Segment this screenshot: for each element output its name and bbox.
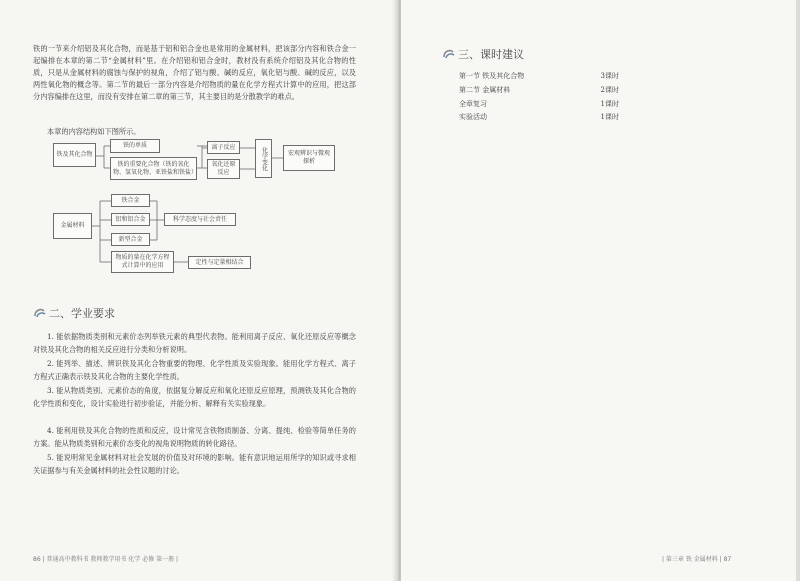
requirement-item: 4. 能利用铁及其化合物的性质和反应，设计常见含铁物质制备、分离、提纯、检验等简单任务的方案。能从物质类别和元素价态变化的视角说明物质的转化路径。 bbox=[33, 426, 356, 448]
requirement-item: 3. 能从物质类别、元素价态的角度，依据复分解反应和氧化还原反应原理，预测铁及其化合物的化学性质和变化，设计实验进行初步验证，并能分析、解释有关实验现象。 bbox=[33, 386, 356, 408]
page-edge bbox=[796, 0, 800, 581]
schedule-row bbox=[459, 112, 619, 124]
schedule-item-hours: 2课时 bbox=[600, 86, 619, 94]
node-new-alloy: 新型合金 bbox=[111, 233, 150, 246]
node-ionic-reaction: 离子反应 bbox=[207, 141, 240, 154]
node-redox-reaction: 氧化还原反应 bbox=[207, 159, 240, 179]
section-title-class-hours: 三、课时建议 bbox=[458, 48, 524, 61]
left-page bbox=[0, 0, 397, 581]
page-footer-left: 86 | 普通高中教科书 教师教学用书 化学 必修 第一册 | bbox=[33, 556, 179, 563]
section-swirl-icon bbox=[33, 307, 46, 318]
schedule-row bbox=[459, 99, 619, 111]
schedule-item-hours: 1课时 bbox=[600, 100, 619, 108]
node-science-society: 科学态度与社会责任 bbox=[164, 213, 236, 226]
node-macro-micro: 宏观辨识与微观探析 bbox=[283, 145, 335, 171]
schedule-item-hours: 3课时 bbox=[600, 72, 619, 80]
node-aluminum-alloy: 铝和铝合金 bbox=[111, 213, 150, 226]
node-iron-alloy: 铁合金 bbox=[111, 194, 150, 207]
schedule-row bbox=[459, 71, 619, 83]
section-title-academic-requirements: 二、学业要求 bbox=[49, 307, 115, 320]
node-iron-compounds: 铁及其化合物 bbox=[53, 143, 96, 167]
requirement-item: 2. 能列举、描述、辨识铁及其化合物重要的物理、化学性质及实验现象。能用化学方程式、离子方程式正确表示铁及其化合物的主要化学性质。 bbox=[33, 359, 356, 381]
node-chemical-change: 化学变化 bbox=[255, 139, 272, 178]
section-swirl-icon bbox=[442, 48, 455, 59]
node-qualitative-quantitative: 定性与定量相结合 bbox=[188, 256, 251, 269]
intro-paragraph: 本章的内容结构如下图所示。 bbox=[47, 127, 141, 136]
node-iron-important-compounds: 铁的重要化合物（铁的氧化物、氢氧化物、亚铁盐和铁盐） bbox=[110, 157, 197, 180]
schedule-item-name: 第一节 铁及其化合物 bbox=[459, 72, 525, 80]
node-iron-element: 铁的单质 bbox=[110, 139, 160, 153]
node-metal-material: 金属材料 bbox=[53, 213, 92, 239]
requirement-item: 5. 能说明常见金属材料对社会发展的价值及对环境的影响。能有意识地运用所学的知识或寻求相关证据参与有关金属材料的社会性议题的讨论。 bbox=[33, 453, 356, 475]
intro-paragraph: 铁的一节来介绍铝及其化合物，而是基于铝和铝合金也是常用的金属材料，把该部分内容和铁合金一起编排在本章的第二节“金属材料”里。在介绍铝和铝合金时，教材没有系统介绍铝及其化合物的性质，只是从金属材料的腐蚀与保护的视角，介绍了铝与酸、碱的反应，氧化铝与酸、碱的反应，以及两性氧化物的概念等。第二节的最后一部分内容是介绍物质的量在化学方程式计算中的应用，把这部分内容编排在这里，而没有安排在第二章的第三节，其主要目的是分散教学的难点。 bbox=[33, 44, 356, 101]
schedule-item-name: 第二节 金属材料 bbox=[459, 86, 511, 94]
schedule-row bbox=[459, 85, 619, 97]
node-mole-calculation: 物质的量在化学方程式计算中的应用 bbox=[111, 251, 174, 273]
requirement-item: 1. 能依据物质类别和元素价态列举铁元素的典型代表物。能利用离子反应、氧化还原反应等概念对铁及其化合物的相关反应进行分类和分析说明。 bbox=[33, 332, 356, 354]
page-footer-right: | 第三章 铁 金属材料 | 87 bbox=[662, 556, 732, 563]
schedule-item-name: 全章复习 bbox=[459, 100, 487, 108]
schedule-item-hours: 1课时 bbox=[600, 113, 619, 121]
schedule-item-name: 实验活动 bbox=[459, 113, 487, 121]
